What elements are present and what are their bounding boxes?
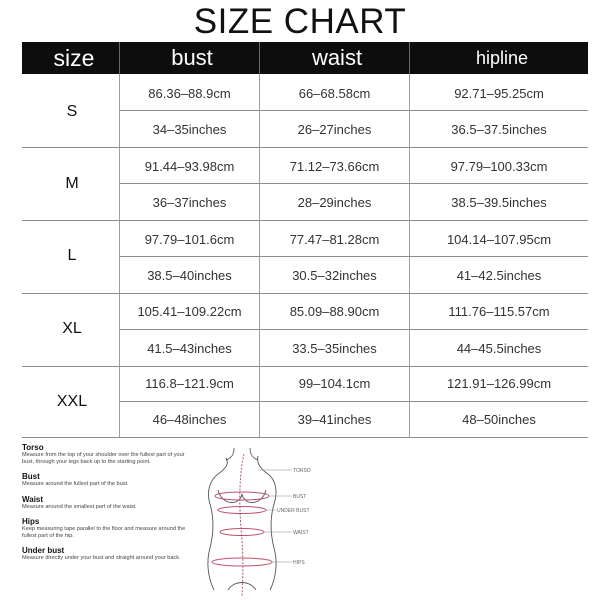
label-waist: WAIST: [293, 530, 309, 536]
guide-text-bust: Measure around the fullest part of the bust.: [22, 481, 129, 487]
bust-cm: 116.8–121.9cm: [145, 376, 234, 391]
waist-line: [220, 529, 264, 536]
hip-cm: 104.14–107.95cm: [446, 232, 552, 247]
table-header: [22, 42, 588, 74]
row-divider: [120, 401, 588, 402]
row-divider: [22, 147, 588, 148]
hip-cm: 92.71–95.25cm: [454, 86, 544, 101]
guide-title-hips: Hips: [22, 517, 40, 526]
hips-line: [212, 558, 272, 566]
guide-title-waist: Waist: [22, 494, 44, 504]
size-label: XL: [62, 320, 82, 337]
guide-title-under-bust: Under bust: [22, 546, 65, 555]
hip-cm: 97.79–100.33cm: [450, 159, 548, 174]
guide-text-torso: Measure from the top of your shoulder over the fullest part of your bust, through your legs back up to the starting point.: [22, 452, 185, 465]
hip-inches: 44–45.5inches: [456, 341, 542, 356]
hip-cm: 121.91–126.99cm: [446, 376, 552, 391]
guide-text-under-bust: Measure directly under your bust and straight around your back.: [22, 555, 181, 561]
header-divider: [119, 42, 120, 74]
header-divider: [259, 42, 260, 74]
waist-cm: 77.47–81.28cm: [289, 232, 380, 247]
label-bust: BUST: [293, 494, 307, 500]
guide-text-waist: Measure around the smallest part of the waist.: [22, 503, 137, 510]
waist-inches: 28–29inches: [297, 195, 372, 210]
label-torso: TORSO: [293, 468, 311, 474]
hip-inches: 36.5–37.5inches: [451, 122, 547, 137]
size-table: [22, 74, 588, 438]
waist-cm: 85.09–88.90cm: [289, 304, 380, 319]
body-outline-left: [208, 458, 227, 590]
header-divider: [409, 42, 410, 74]
waist-inches: 39–41inches: [297, 412, 372, 427]
bust-inches: 41.5–43inches: [147, 341, 232, 356]
header-bust: bust: [171, 45, 213, 70]
row-divider: [22, 220, 588, 221]
size-label: S: [66, 103, 78, 120]
waist-cm: 66–68.58cm: [298, 86, 371, 101]
hip-inches: 38.5–39.5inches: [451, 195, 547, 210]
guide-title-bust: Bust: [22, 472, 40, 481]
row-divider: [22, 437, 588, 438]
bust-inches: 36–37inches: [152, 195, 227, 210]
hip-inches: 48–50inches: [462, 412, 536, 427]
header-size: size: [53, 45, 95, 71]
size-label: XXL: [56, 393, 88, 410]
row-divider: [22, 366, 588, 367]
row-divider: [120, 256, 588, 257]
bust-inches: 38.5–40inches: [147, 268, 232, 283]
waist-inches: 26–27inches: [297, 122, 372, 137]
torso-line: [240, 454, 244, 596]
body-outline-right: [258, 456, 276, 590]
row-divider: [120, 110, 588, 111]
waist-cm: 99–104.1cm: [298, 376, 371, 391]
body-measurement-figure: [188, 440, 328, 600]
bust-cm: 91.44–93.98cm: [144, 159, 235, 174]
guide-title-torso: Torso: [22, 443, 44, 452]
page-title: SIZE CHART: [193, 2, 407, 41]
leg-outline: [228, 583, 256, 591]
waist-inches: 30.5–32inches: [292, 268, 377, 283]
bust-line: [215, 492, 269, 500]
row-divider: [22, 293, 588, 294]
label-hips: HIPS: [293, 560, 305, 566]
hip-inches: 41–42.5inches: [456, 268, 542, 283]
bust-cm: 97.79–101.6cm: [144, 232, 235, 247]
bust-cm: 105.41–109.22cm: [137, 304, 242, 319]
header-waist: waist: [311, 45, 363, 70]
row-divider: [120, 329, 588, 330]
row-divider: [120, 183, 588, 184]
measurement-guide: [22, 443, 192, 569]
header-hipline: hipline: [475, 48, 529, 68]
waist-cm: 71.12–73.66cm: [289, 159, 380, 174]
bust-cm: 86.36–88.9cm: [148, 86, 231, 101]
size-label: M: [65, 175, 79, 192]
waist-inches: 33.5–35inches: [292, 341, 377, 356]
guide-text-hips: Keep measuring tape parallel to the floor and measure around the fullest part of the hip.: [22, 526, 186, 539]
neck-outline: [226, 448, 258, 460]
bust-inches: 46–48inches: [152, 412, 227, 427]
under-bust-line: [218, 507, 266, 514]
size-label: L: [67, 247, 77, 264]
label-under-bust: UNDER BUST: [277, 508, 310, 514]
bust-inches: 34–35inches: [152, 122, 227, 137]
hip-cm: 111.76–115.57cm: [448, 304, 550, 319]
